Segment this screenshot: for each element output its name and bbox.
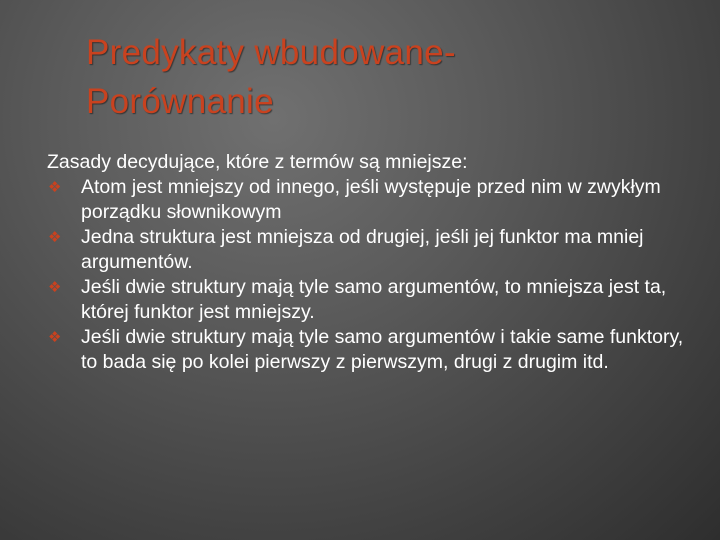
slide-title-line-2: Porównanie	[86, 82, 274, 121]
bullet-text: Jeśli dwie struktury mają tyle samo argumentów i takie same funktory, to bada się po kolei pierwszy z pierwszym, drugi z drugim itd.	[81, 326, 684, 373]
bullet-text: Atom jest mniejszy od innego, jeśli występuje przed nim w zwykłym porządku słownikowym	[81, 176, 661, 223]
diamond-bullet-icon: ❖	[48, 228, 62, 246]
intro-text: Zasady decydujące, które z termów są mniejsze:	[47, 151, 468, 173]
slide-title-line-1: Predykaty wbudowane-	[86, 33, 456, 72]
bullet-item	[47, 275, 687, 325]
slide-content	[47, 150, 687, 375]
bullet-item	[47, 175, 687, 225]
slide-title	[86, 28, 686, 126]
bullet-text: Jedna struktura jest mniejsza od drugiej, jeśli jej funktor ma mniej argumentów.	[81, 226, 644, 273]
diamond-bullet-icon: ❖	[48, 178, 62, 196]
diamond-bullet-icon: ❖	[48, 328, 62, 346]
diamond-bullet-icon: ❖	[48, 278, 62, 296]
bullet-list	[47, 175, 687, 375]
bullet-item	[47, 325, 687, 375]
bullet-item	[47, 225, 687, 275]
bullet-text: Jeśli dwie struktury mają tyle samo argumentów, to mniejsza jest ta, której funktor jest mniejszy.	[81, 276, 667, 323]
